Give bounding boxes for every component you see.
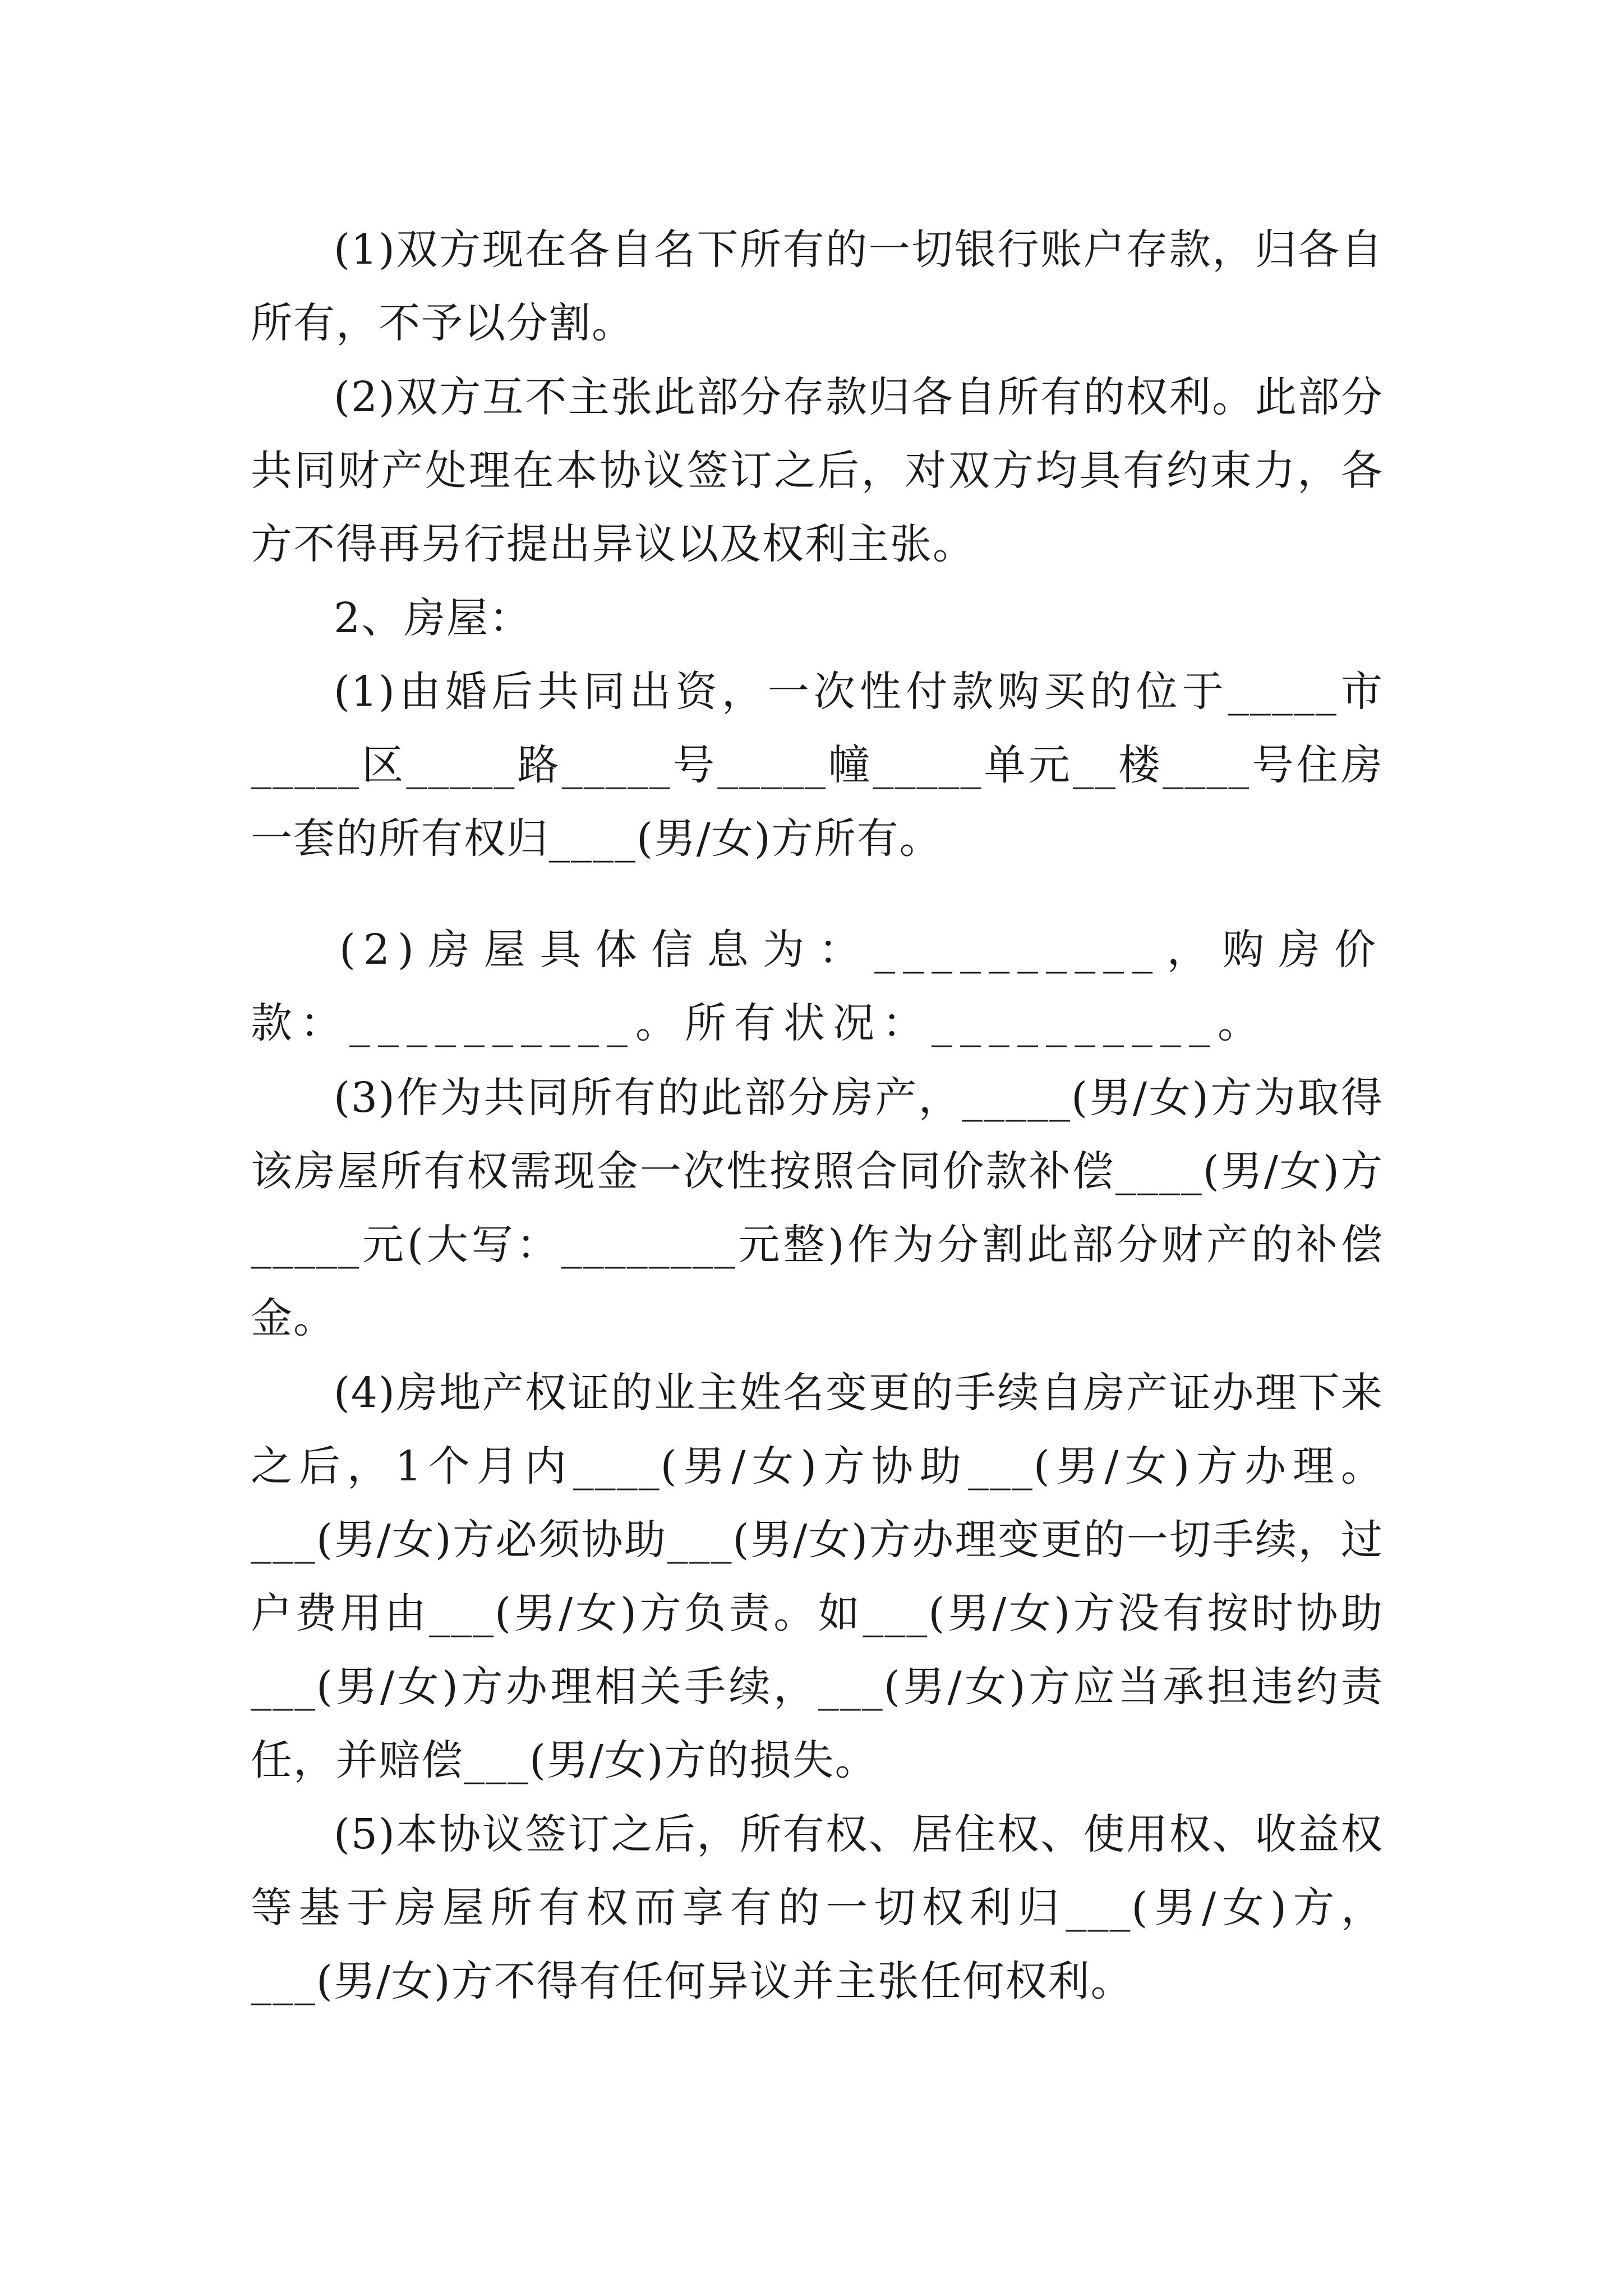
paragraph-housing-3: (3)作为共同所有的此部分房产，_____(男/女)方为取得该房屋所有权需现金一次性按照合同价款补偿____(男/女)方_____元(大写：________元整)作为分割此部分财产的补偿金。	[251, 1074, 1384, 1342]
paragraph-housing-2: (2)房屋具体信息为：__________，购房价款：__________。所有状况：__________。	[251, 926, 1384, 1047]
section-heading-housing: 2、房屋：	[334, 594, 532, 642]
paragraph-housing-1: (1)由婚后共同出资，一次性付款购买的位于_____市_____区_____路_____号_____幢_____单元__楼____号住房一套的所有权归____(男/女)方所有。	[251, 668, 1384, 863]
paragraph-deposits-2: (2)双方互不主张此部分存款归各自所有的权利。此部分共同财产处理在本协议签订之后，对双方均具有约束力，各方不得再另行提出异议以及权利主张。	[251, 373, 1384, 568]
paragraph-housing-4: (4)房地产权证的业主姓名变更的手续自房产证办理下来之后，1个月内____(男/女)方协助___(男/女)方办理。___(男/女)方必须协助___(男/女)方办理变更的一切手续，过户费用由___(男/女)方负责。如___(男/女)方没有按时协助___(男/女)方办理相关手续，___(男/女)方应当承担违约责任，并赔偿___(男/女)方的损失。	[251, 1369, 1384, 1784]
paragraph-deposits-1: (1)双方现在各自名下所有的一切银行账户存款，归各自所有，不予以分割。	[251, 226, 1384, 347]
paragraph-housing-5: (5)本协议签订之后，所有权、居住权、使用权、收益权等基于房屋所有权而享有的一切权利归___(男/女)方，___(男/女)方不得有任何异议并主张任何权利。	[251, 1810, 1384, 2005]
